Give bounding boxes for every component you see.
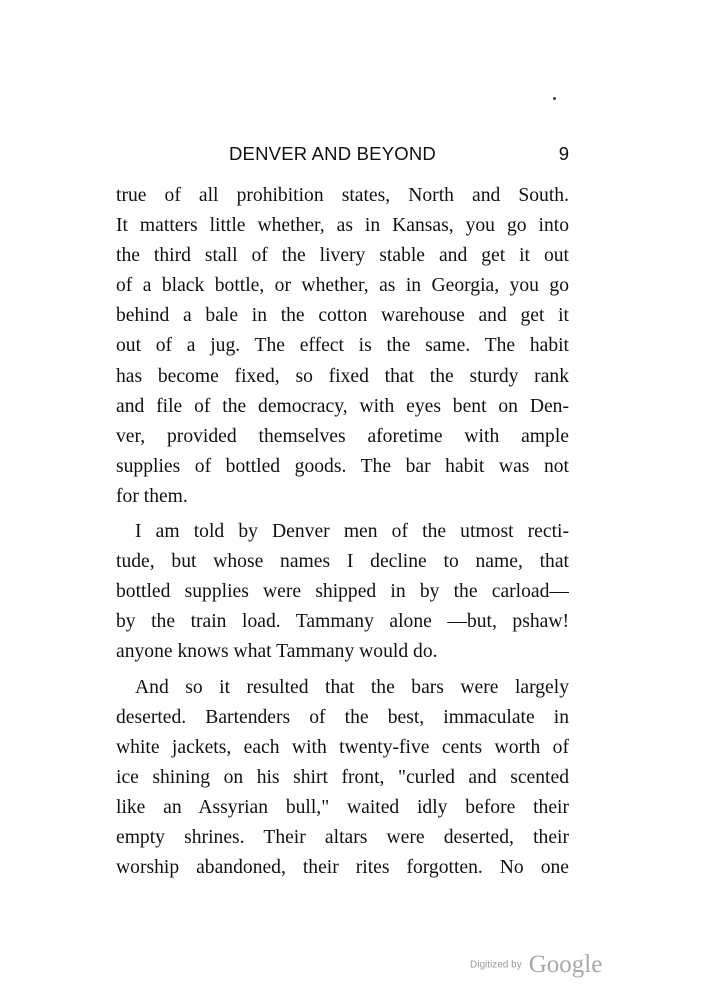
text-line: I am told by Denver men of the utmost recti-: [135, 521, 569, 543]
paragraph: [116, 181, 569, 512]
text-line: ice shining on his shirt front, "curled and scented: [116, 766, 569, 788]
paragraph: [116, 517, 569, 667]
watermark-prefix: Digitized by: [470, 959, 522, 971]
paragraph: [116, 673, 569, 884]
text-line: out of a jug. The effect is the same. The habit: [116, 335, 569, 357]
text-line: deserted. Bartenders of the best, immaculate in: [116, 706, 569, 728]
text-line: anyone knows what Tammany would do.: [116, 641, 438, 663]
text-line: ver, provided themselves aforetime with ample: [116, 425, 569, 447]
running-head: [229, 140, 569, 168]
body-text: [116, 181, 569, 883]
running-title: DENVER AND BEYOND: [229, 143, 436, 164]
text-line: empty shrines. Their altars were deserted, their: [116, 826, 569, 848]
text-line: for them.: [116, 485, 188, 507]
digitized-watermark: [470, 951, 602, 981]
text-line: tude, but whose names I decline to name, that: [116, 551, 569, 573]
text-line: worship abandoned, their rites forgotten. No one: [116, 857, 569, 879]
text-line: by the train load. Tammany alone —but, pshaw!: [116, 611, 569, 633]
text-line: behind a bale in the cotton warehouse and get it: [116, 305, 569, 327]
text-line: And so it resulted that the bars were largely: [135, 676, 569, 698]
text-line: has become fixed, so fixed that the sturdy rank: [116, 365, 569, 387]
text-line: bottled supplies were shipped in by the carload—: [116, 581, 569, 603]
text-line: and file of the democracy, with eyes bent on Den-: [116, 395, 569, 417]
scan-speck: [553, 97, 556, 100]
text-line: the third stall of the livery stable and get it out: [116, 245, 569, 267]
text-line: It matters little whether, as in Kansas, you go into: [116, 215, 569, 237]
text-line: white jackets, each with twenty-five cents worth of: [116, 736, 569, 758]
text-line: true of all prohibition states, North and South.: [116, 185, 569, 206]
text-line: like an Assyrian bull," waited idly before their: [116, 796, 569, 818]
page-number: 9: [558, 143, 569, 164]
text-line: of a black bottle, or whether, as in Georgia, you go: [116, 275, 569, 297]
text-line: supplies of bottled goods. The bar habit was not: [116, 455, 569, 477]
google-logo: Google: [528, 951, 603, 978]
